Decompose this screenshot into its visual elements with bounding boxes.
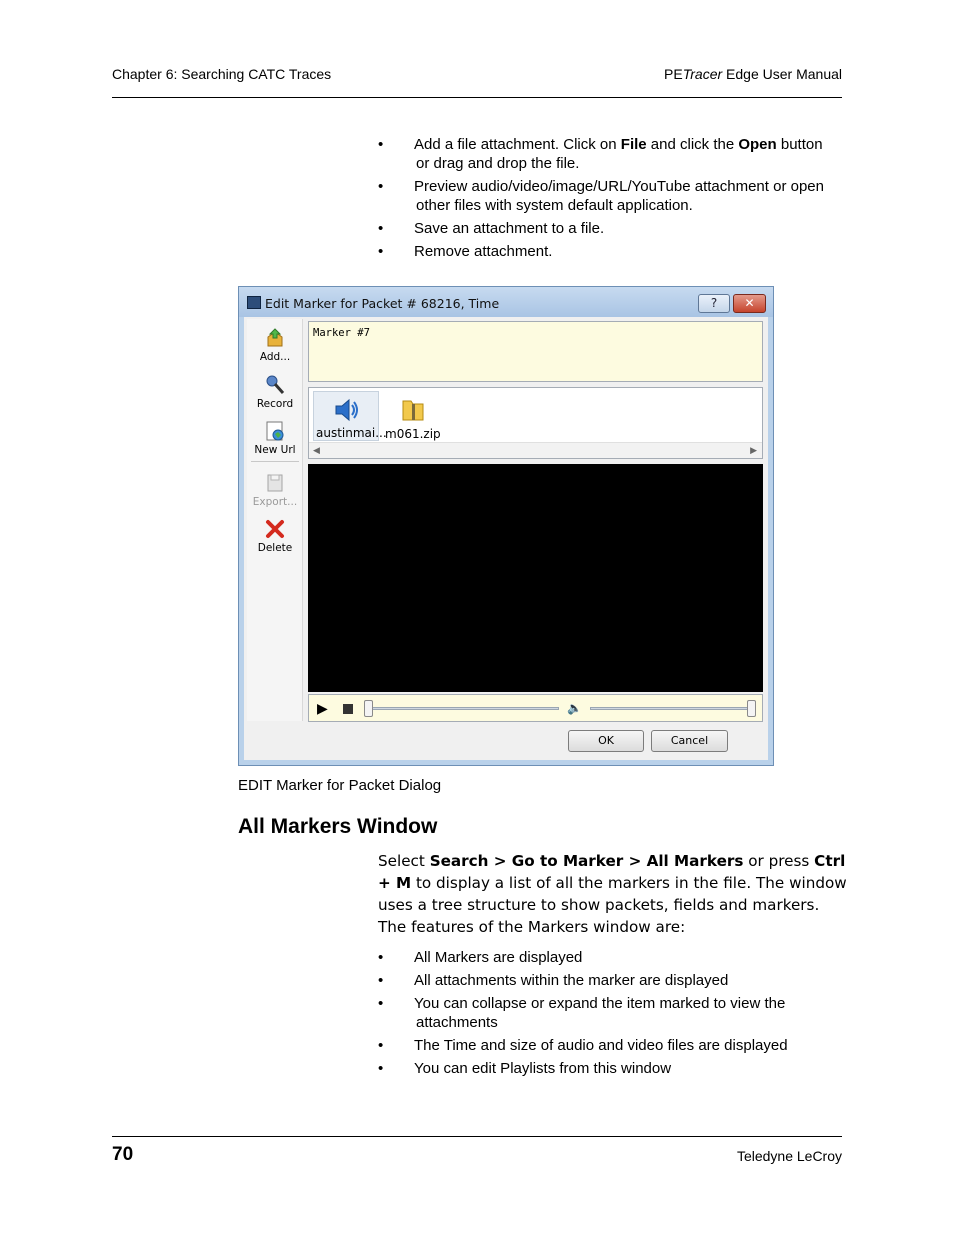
product-prefix: PE: [664, 66, 683, 82]
footer-company: Teledyne LeCroy: [736, 1148, 842, 1164]
close-button[interactable]: ✕: [733, 294, 766, 313]
save-disk-icon: [264, 472, 286, 494]
dialog-titlebar[interactable]: [239, 287, 773, 317]
media-controls: [308, 694, 763, 722]
list-item: • Add a file attachment. Click on File and click the Open button or drag and drop the file.: [378, 136, 823, 172]
list-item: • All Markers are displayed: [378, 949, 583, 966]
page-header-chapter: Chapter 6: Searching CATC Traces: [112, 66, 332, 82]
page-number: 70: [112, 1144, 134, 1165]
new-url-button[interactable]: New Url: [247, 420, 303, 456]
play-icon[interactable]: ▶: [317, 700, 328, 716]
product-suffix: Edge User Manual: [722, 66, 842, 82]
zip-folder-icon: [398, 394, 428, 424]
marker-text-area[interactable]: Marker #7: [308, 321, 763, 382]
section-title: All Markers Window: [238, 815, 438, 838]
toolbar-divider: [251, 461, 299, 462]
list-item: • You can edit Playlists from this window: [378, 1060, 672, 1077]
list-item: • Preview audio/video/image/URL/YouTube attachment or open other files with system default application.: [378, 178, 824, 214]
volume-slider[interactable]: [590, 707, 750, 710]
header-rule: [112, 97, 842, 98]
list-item: • All attachments within the marker are displayed: [378, 972, 729, 989]
figure-caption: EDIT Marker for Packet Dialog: [238, 777, 442, 794]
page-header-title: [664, 66, 842, 82]
seek-thumb[interactable]: [364, 700, 373, 717]
stop-icon[interactable]: [343, 704, 353, 714]
footer-rule: [112, 1136, 842, 1137]
delete-x-icon: [264, 518, 286, 540]
seek-bar[interactable]: [367, 707, 559, 710]
attachment-label: m061.zip: [385, 427, 441, 441]
attachment-scrollbar[interactable]: [309, 442, 762, 458]
dialog-body: [244, 317, 768, 760]
list-item: • The Time and size of audio and video files are displayed: [378, 1037, 788, 1054]
attachment-list[interactable]: [308, 387, 763, 459]
edit-marker-dialog: [238, 286, 774, 766]
cancel-button[interactable]: Cancel: [651, 730, 728, 752]
attachment-toolbar: [247, 319, 303, 721]
web-page-icon: [264, 420, 286, 442]
product-italic: Tracer: [682, 66, 723, 82]
attachment-label: austinmai...: [316, 426, 387, 440]
feature-list-top: [378, 135, 842, 265]
add-button[interactable]: Add...: [247, 327, 303, 363]
attachment-item-zip[interactable]: [383, 391, 443, 441]
video-preview: [308, 464, 763, 692]
dialog-title: Edit Marker for Packet # 68216, Time: [265, 296, 500, 311]
attachment-item-audio[interactable]: [313, 391, 387, 441]
microphone-icon: [264, 374, 286, 396]
list-item: • You can collapse or expand the item marked to view the attachments: [378, 995, 786, 1031]
scroll-left-icon[interactable]: ◀: [313, 445, 320, 455]
record-button[interactable]: Record: [247, 374, 303, 410]
ok-button[interactable]: OK: [568, 730, 644, 752]
volume-thumb[interactable]: [747, 700, 756, 717]
speaker-icon: [331, 395, 361, 425]
feature-list-bottom: [378, 948, 842, 1082]
list-item: • Remove attachment.: [378, 243, 553, 260]
delete-button[interactable]: Delete: [247, 518, 303, 554]
list-item: • Save an attachment to a file.: [378, 220, 605, 237]
export-button[interactable]: Export...: [247, 472, 303, 508]
volume-icon[interactable]: 🔈: [567, 701, 582, 715]
help-button[interactable]: ?: [698, 294, 730, 313]
section-paragraph: Select Search > Go to Marker > All Markers or press Ctrl + M to display a list of all the markers in the file. The window uses a tree structure to show packets, fields and markers. The features of the Markers window are:: [378, 852, 847, 936]
add-icon: [264, 327, 286, 349]
app-icon: [247, 296, 261, 309]
scroll-right-icon[interactable]: ▶: [750, 445, 757, 455]
